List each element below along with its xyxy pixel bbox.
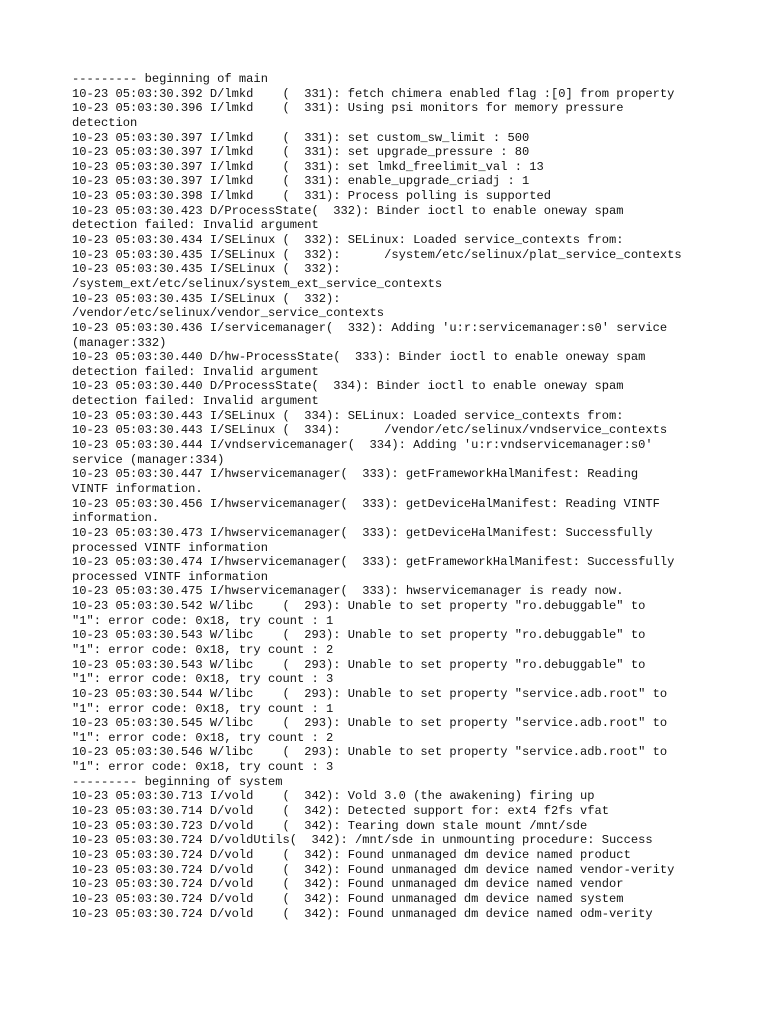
log-line: 10-23 05:03:30.434 I/SELinux ( 332): SELinux: Loaded service_contexts from: xyxy=(72,233,624,248)
log-line: 10-23 05:03:30.545 W/libc ( 293): Unable to set property "service.adb.root" to xyxy=(72,716,668,731)
log-line: "1": error code: 0x18, try count : 3 xyxy=(72,760,334,775)
log-line: 10-23 05:03:30.724 D/vold ( 342): Found unmanaged dm device named system xyxy=(72,891,624,906)
log-line: 10-23 05:03:30.444 I/vndservicemanager( 334): Adding 'u:r:vndservicemanager:s0' xyxy=(72,438,653,453)
log-line: 10-23 05:03:30.543 W/libc ( 293): Unable to set property "ro.debuggable" to xyxy=(72,657,646,672)
log-line: processed VINTF information xyxy=(72,569,268,584)
log-line: processed VINTF information xyxy=(72,540,268,555)
log-line: 10-23 05:03:30.474 I/hwservicemanager( 333): getFrameworkHalManifest: Successfully xyxy=(72,555,675,570)
log-line: service (manager:334) xyxy=(72,452,225,467)
log-line: 10-23 05:03:30.724 D/voldUtils( 342): /mnt/sde in unmounting procedure: Success xyxy=(72,833,653,848)
log-line: 10-23 05:03:30.544 W/libc ( 293): Unable to set property "service.adb.root" to xyxy=(72,686,668,701)
log-line: 10-23 05:03:30.397 I/lmkd ( 331): set lmkd_freelimit_val : 13 xyxy=(72,159,544,174)
log-line: 10-23 05:03:30.392 D/lmkd ( 331): fetch chimera enabled flag :[0] from property xyxy=(72,86,675,101)
log-line: 10-23 05:03:30.436 I/servicemanager( 332): Adding 'u:r:servicemanager:s0' service xyxy=(72,320,668,335)
log-line: 10-23 05:03:30.456 I/hwservicemanager( 333): getDeviceHalManifest: Reading VINTF xyxy=(72,496,660,511)
log-text xyxy=(72,72,702,921)
log-line: 10-23 05:03:30.713 I/vold ( 342): Vold 3.0 (the awakening) firing up xyxy=(72,789,595,804)
log-line: 10-23 05:03:30.542 W/libc ( 293): Unable to set property "ro.debuggable" to xyxy=(72,599,646,614)
log-line: 10-23 05:03:30.724 D/vold ( 342): Found unmanaged dm device named vendor xyxy=(72,877,624,892)
log-line: detection failed: Invalid argument xyxy=(72,394,319,409)
log-line: 10-23 05:03:30.435 I/SELinux ( 332): xyxy=(72,291,341,306)
log-line: "1": error code: 0x18, try count : 2 xyxy=(72,730,334,745)
log-line: 10-23 05:03:30.473 I/hwservicemanager( 333): getDeviceHalManifest: Successfully xyxy=(72,525,653,540)
log-line: 10-23 05:03:30.443 I/SELinux ( 334): /vendor/etc/selinux/vndservice_contexts xyxy=(72,423,668,438)
log-line: detection failed: Invalid argument xyxy=(72,364,319,379)
log-line: detection failed: Invalid argument xyxy=(72,218,319,233)
log-line: information. xyxy=(72,511,160,526)
log-line: VINTF information. xyxy=(72,481,203,496)
log-line: 10-23 05:03:30.723 D/vold ( 342): Tearing down stale mount /mnt/sde xyxy=(72,818,588,833)
log-line: /vendor/etc/selinux/vendor_service_contexts xyxy=(72,306,385,321)
log-line: 10-23 05:03:30.435 I/SELinux ( 332): xyxy=(72,262,341,277)
log-line: "1": error code: 0x18, try count : 3 xyxy=(72,672,334,687)
log-line: 10-23 05:03:30.397 I/lmkd ( 331): enable_upgrade_criadj : 1 xyxy=(72,174,530,189)
log-line: 10-23 05:03:30.543 W/libc ( 293): Unable to set property "ro.debuggable" to xyxy=(72,628,646,643)
log-line: "1": error code: 0x18, try count : 1 xyxy=(72,613,334,628)
log-line: --------- beginning of main xyxy=(72,72,268,86)
log-line: (manager:332) xyxy=(72,335,167,350)
log-line: 10-23 05:03:30.714 D/vold ( 342): Detected support for: ext4 f2fs vfat xyxy=(72,804,610,819)
log-line: 10-23 05:03:30.396 I/lmkd ( 331): Using psi monitors for memory pressure xyxy=(72,101,624,116)
log-line: "1": error code: 0x18, try count : 1 xyxy=(72,701,334,716)
log-line: 10-23 05:03:30.397 I/lmkd ( 331): set custom_sw_limit : 500 xyxy=(72,130,530,145)
log-line: 10-23 05:03:30.443 I/SELinux ( 334): SELinux: Loaded service_contexts from: xyxy=(72,408,624,423)
log-line: 10-23 05:03:30.724 D/vold ( 342): Found unmanaged dm device named product xyxy=(72,847,631,862)
log-line: detection xyxy=(72,115,138,130)
log-line: 10-23 05:03:30.435 I/SELinux ( 332): /system/etc/selinux/plat_service_contexts xyxy=(72,247,682,262)
log-line: 10-23 05:03:30.440 D/hw-ProcessState( 333): Binder ioctl to enable oneway spam xyxy=(72,350,646,365)
log-line: 10-23 05:03:30.724 D/vold ( 342): Found unmanaged dm device named odm-verity xyxy=(72,906,653,921)
log-line: "1": error code: 0x18, try count : 2 xyxy=(72,642,334,657)
log-line: --------- beginning of system xyxy=(72,774,283,789)
log-line: 10-23 05:03:30.475 I/hwservicemanager( 333): hwservicemanager is ready now. xyxy=(72,584,624,599)
log-line: 10-23 05:03:30.423 D/ProcessState( 332): Binder ioctl to enable oneway spam xyxy=(72,203,624,218)
log-line: 10-23 05:03:30.724 D/vold ( 342): Found unmanaged dm device named vendor-verity xyxy=(72,862,675,877)
log-line: 10-23 05:03:30.447 I/hwservicemanager( 333): getFrameworkHalManifest: Reading xyxy=(72,467,639,482)
log-line: 10-23 05:03:30.397 I/lmkd ( 331): set upgrade_pressure : 80 xyxy=(72,145,530,160)
log-line: 10-23 05:03:30.398 I/lmkd ( 331): Process polling is supported xyxy=(72,189,551,204)
log-line: 10-23 05:03:30.440 D/ProcessState( 334): Binder ioctl to enable oneway spam xyxy=(72,379,624,394)
log-line: 10-23 05:03:30.546 W/libc ( 293): Unable to set property "service.adb.root" to xyxy=(72,745,668,760)
log-line: /system_ext/etc/selinux/system_ext_service_contexts xyxy=(72,276,443,291)
